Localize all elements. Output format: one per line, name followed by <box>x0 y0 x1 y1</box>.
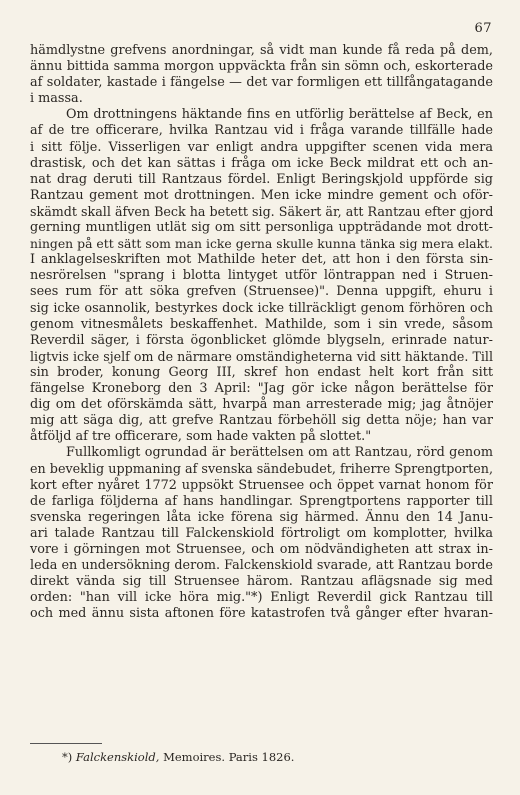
text-line: mig att säga dig, att grefve Rantzau förbehöll sig detta nöje; han var <box>30 413 493 429</box>
footnote-rule <box>30 743 102 744</box>
text-line: vore i görningen mot Struensee, och om nödvändigheten att strax in- <box>30 541 493 557</box>
text-line: direkt vända sig till Struensee härom. Rantzau aflägsnade sig med <box>30 574 493 590</box>
text-line: Reverdil säger, i första ögonblicket glömde blygseln, erinrade natur- <box>30 332 493 348</box>
body-text <box>30 43 493 622</box>
text-line: gerning muntligen utlät sig om sitt personliga uppträdande mot drott- <box>30 220 493 236</box>
text-line: drastisk, och det kan sättas i fråga om icke Beck mildrat ett och an- <box>30 155 493 171</box>
text-line: af de tre officerare, hvilka Rantzau vid i fråga varande tillfälle hade <box>30 123 493 139</box>
text-line: dig om det oförskämda sätt, hvarpå man arresterade mig; jag åtnöjer <box>30 397 493 413</box>
text-line: och med ännu sista aftonen före katastrofen två gånger efter hvaran- <box>30 606 493 622</box>
text-line: åtföljd af tre officerare, som hade vakten på slottet." <box>30 429 372 445</box>
footnote <box>62 750 294 764</box>
text-line: leda en undersökning derom. Falckenskiold svarade, att Rantzau borde <box>30 558 493 573</box>
text-line: de farliga följderna af hans handlingar. Sprengtportens rapporter till <box>30 493 493 509</box>
page-number: 67 <box>474 21 492 36</box>
text-line: i massa. <box>30 91 83 107</box>
text-line: svenska regeringen låta icke förena sig härmed. Ännu den 14 Janu- <box>30 509 493 525</box>
text-line: I anklagelseskriften mot Mathilde heter det, att hon i den första sin- <box>30 252 493 268</box>
text-line: af soldater, kastade i fängelse — det var formligen ett tillfångatagande <box>30 75 493 91</box>
footnote-marker: *) <box>62 750 73 764</box>
footnote-text: Memoires. Paris 1826. <box>163 750 295 764</box>
text-line: Om drottningens häktande fins en utförlig berättelse af Beck, en <box>66 107 493 123</box>
text-line: orden: "han vill icke höra mig."*) Enligt Reverdil gick Rantzau till <box>30 590 493 606</box>
text-line: ligtvis icke sjelf om de närmare omständigheterna vid sitt häktande. Till <box>30 348 493 364</box>
text-line: Fullkomligt ogrundad är berättelsen om att Rantzau, rörd genom <box>66 445 493 461</box>
text-line: i sitt följe. Visserligen var enligt andra uppgifter scenen vida mera <box>30 139 493 155</box>
text-line: sees rum för att söka grefven (Struensee)". Denna uppgift, ehuru i <box>30 284 493 300</box>
text-line: en beveklig uppmaning af svenska sändebudet, friherre Sprengtporten, <box>30 461 493 477</box>
text-line: skämdt skall äfven Beck ha betett sig. Säkert är, att Rantzau efter gjord <box>30 203 494 219</box>
text-line: nat drag deruti till Rantzaus fördel. Enligt Beringskjold uppförde sig <box>30 171 493 187</box>
text-line: fängelse Kroneborg den 3 April: "Jag gör icke någon berättelse för <box>30 380 493 396</box>
text-line: Rantzau gement mot drottningen. Men icke mindre gement och oför- <box>30 187 493 203</box>
text-line: nesrörelsen "sprang i blotta lintyget utför löntrappan ned i Struen- <box>30 268 493 284</box>
text-line: kort efter nyåret 1772 uppsökt Struensee och öppet varnat honom för <box>30 477 493 493</box>
text-line: hämdlystne grefvens anordningar, så vidt man kunde få reda på dem, <box>30 43 493 58</box>
text-line: genom vitnesmålets beskaffenhet. Mathilde, som i sin vrede, såsom <box>30 316 493 332</box>
text-line: sin broder, konung Georg III, skref hon endast helt kort från sitt <box>30 364 493 380</box>
text-line: sig icke osannolik, bestyrkes dock icke tillräckligt genom förhören och <box>30 300 493 316</box>
text-line: ännu bittida samma morgon uppväckta från sin sömn och, eskorterade <box>30 59 493 75</box>
text-line: ningen på ett sätt som man icke gerna skulle kunna tänka sig mera elakt. <box>30 236 493 252</box>
footnote-author: Falckenskiold, <box>75 750 160 764</box>
text-line: ari talade Rantzau till Falckenskiold förtroligt om komplotter, hvilka <box>30 525 493 541</box>
